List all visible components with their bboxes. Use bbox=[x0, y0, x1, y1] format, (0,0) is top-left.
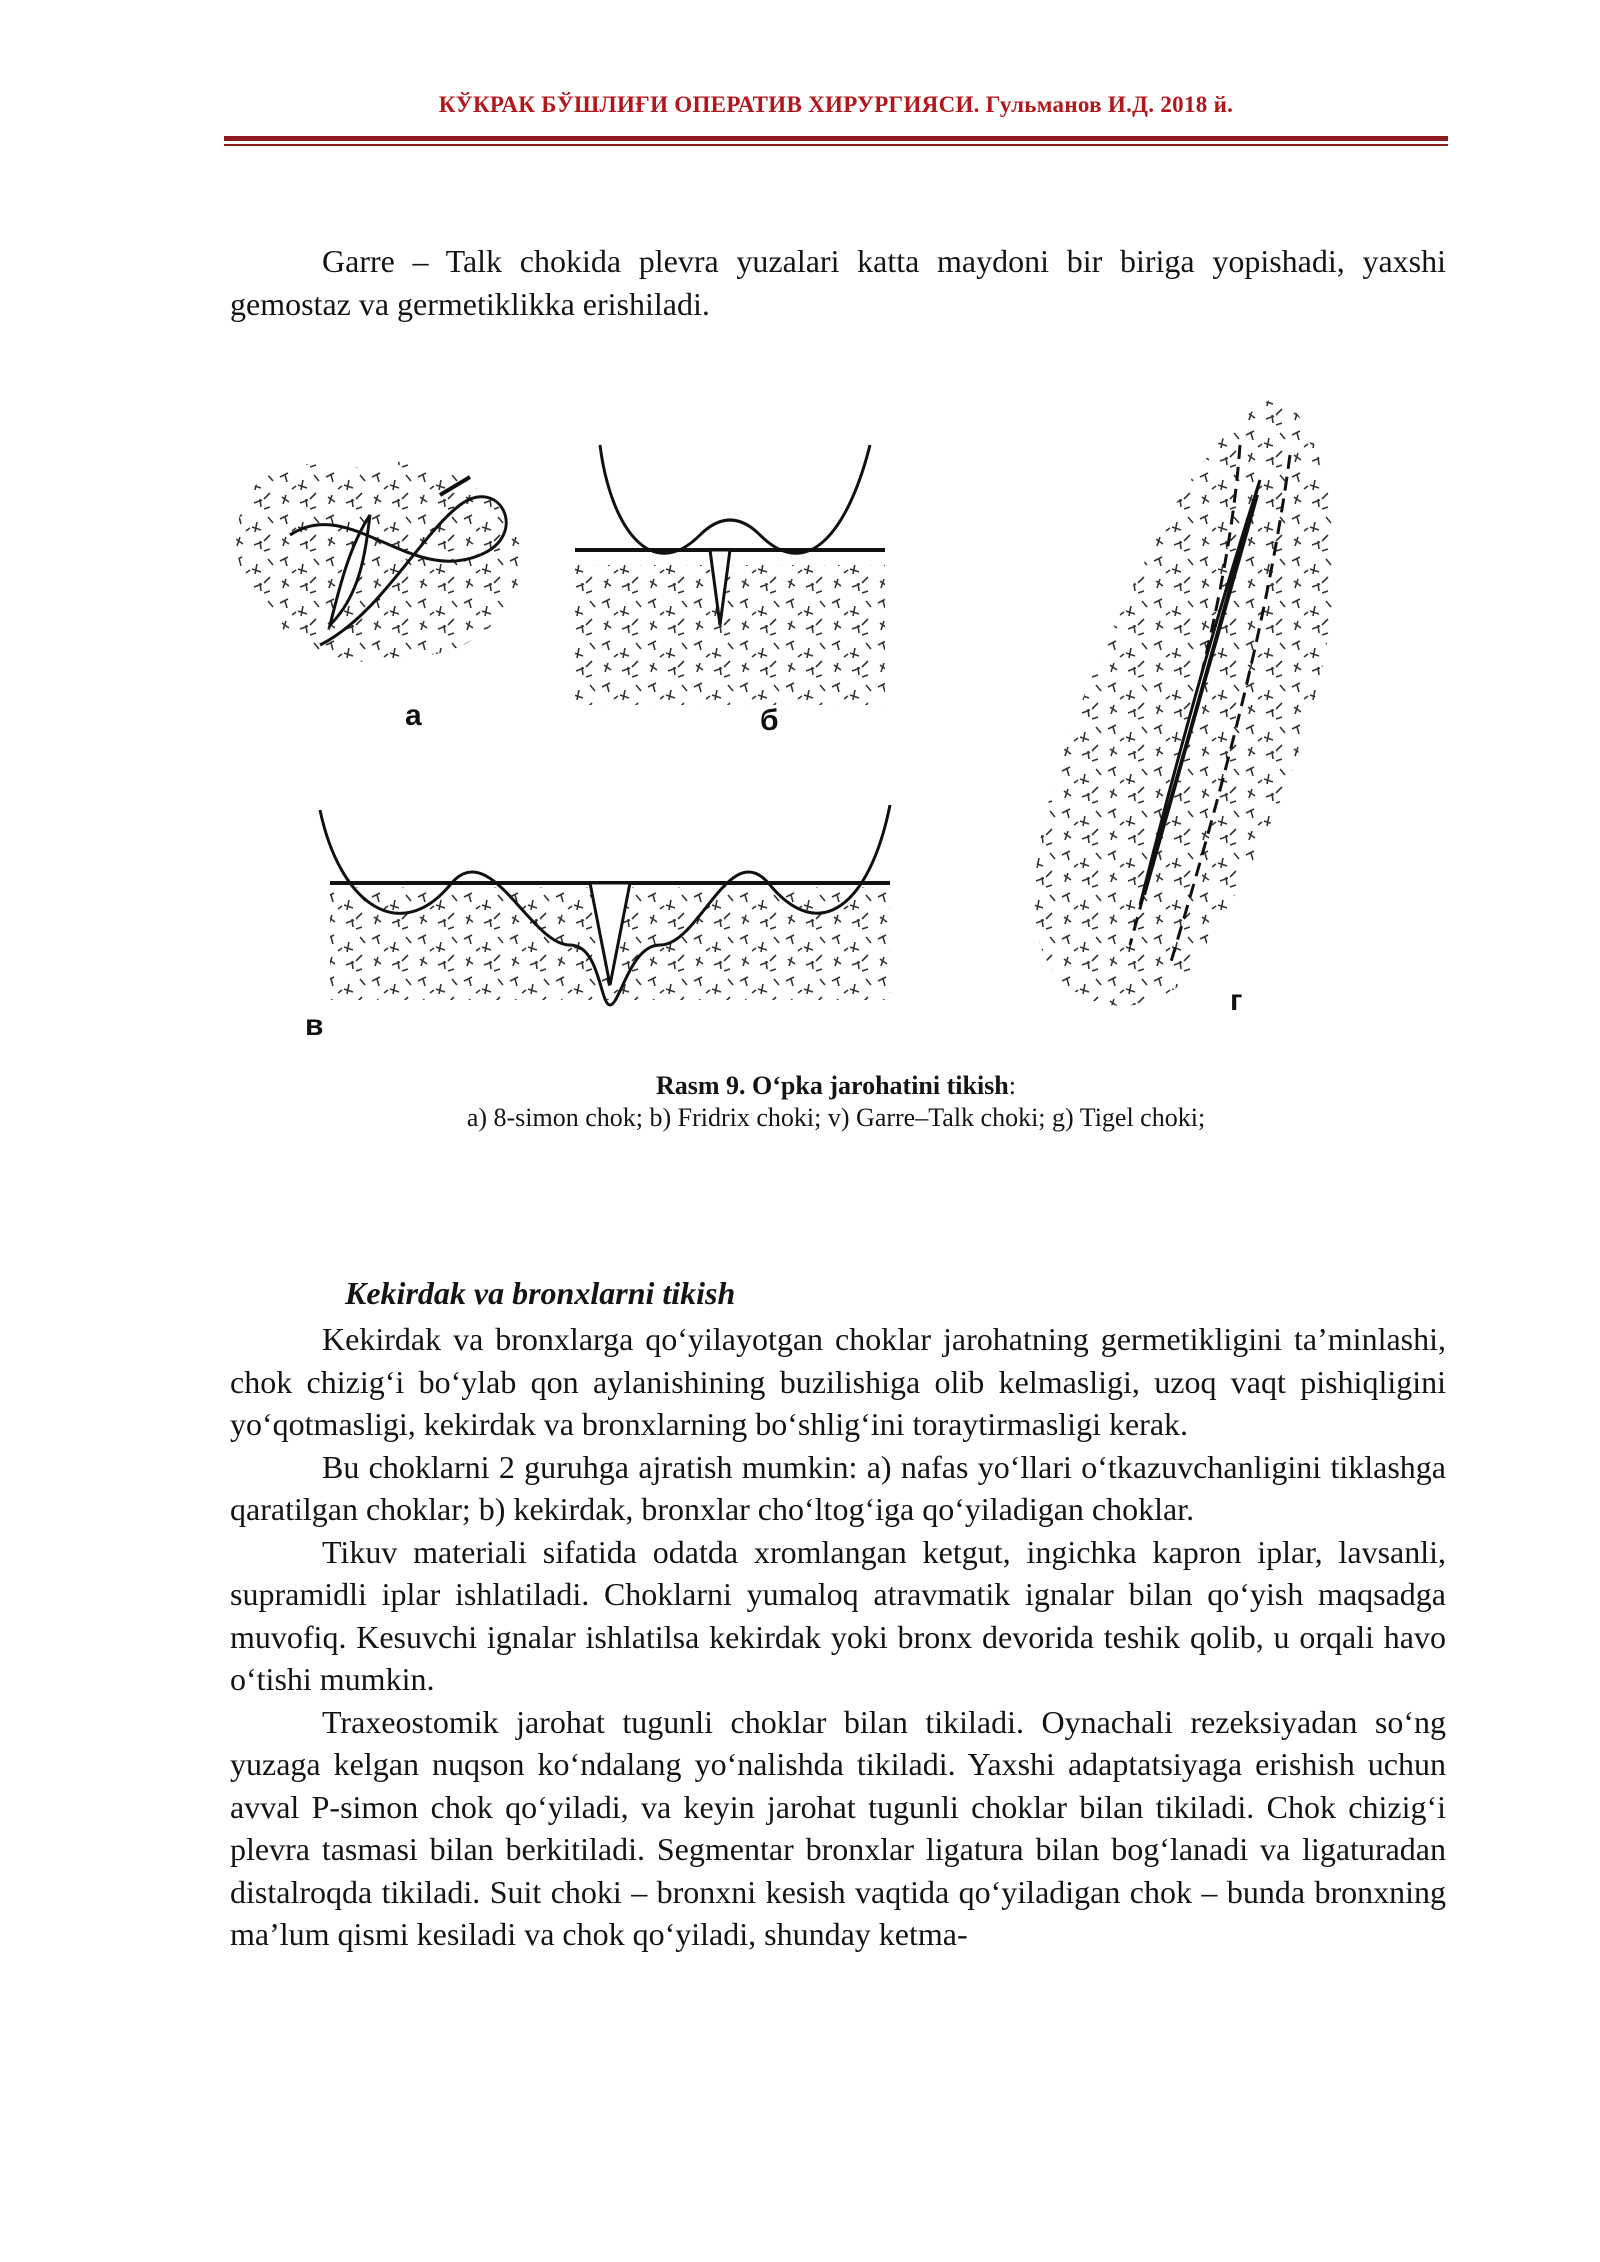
panel-v-label: в bbox=[305, 1009, 324, 1042]
caption-colon: : bbox=[1008, 1071, 1016, 1100]
section-body bbox=[230, 1318, 1446, 1956]
panel-b-fridrix-suture bbox=[575, 445, 885, 737]
section-paragraph: Bu choklarni 2 guruhga ajratish mumkin: a) nafas yo‘llari o‘tkazuvchanligini tiklashga qaratilgan choklar; b) kekirdak, bronxlar cho‘ltog‘iga qo‘yiladigan choklar. bbox=[230, 1448, 1446, 1527]
section-paragraph: Kekirdak va bronxlarga qo‘yilayotgan choklar jarohatning germetikligini ta’minlashi, chok chizig‘i bo‘ylab qon aylanishining buzilishiga olib kelmasligi, uzoq vaqt pishiqligini yo‘qotmasligi, kekirdak va bronxlarning bo‘shlig‘ini toraytirmasligi kerak. bbox=[230, 1321, 1446, 1442]
header-rule-thick bbox=[224, 136, 1448, 141]
section-title: Kekirdak va bronxlarni tikish bbox=[345, 1275, 736, 1311]
caption-text: a) 8-simon chok; b) Fridrix choki; v) Garre–Talk choki; g) Tigel choki; bbox=[466, 1103, 1206, 1132]
section-paragraph: Tikuv materiali sifatida odatda xromlangan ketgut, ingichka kapron iplar, lavsanli, supramidli iplar ishlatiladi. Choklarni yumaloq atravmatik ignalar bilan qo‘yish maqsadga muvofiq. Kesuvchi ignalar ishlatilsa kekirdak yoki bronx devorida teshik qolib, u orqali havo o‘tishi mumkin. bbox=[230, 1533, 1446, 1697]
section-paragraph: Traxeostomik jarohat tugunli choklar bilan tikiladi. Oynachali rezeksiyadan so‘ng yuzaga kelgan nuqson ko‘ndalang yo‘nalishda tikiladi. Yaxshi adaptatsiyaga erishish uchun avval P-simon chok qo‘yiladi, va keyin jarohat tugunli choklar bilan tikiladi. Chok chizig‘i plevra tasmasi bilan berkitiladi. Segmentar bronxlar ligatura bilan bog‘lanadi va ligaturadan distalroqda tikiladi. Suit choki – bronxni kesish vaqtida qo‘yiladigan chok – bunda bronxning ma’lum qismi kesiladi va chok qo‘yiladi, shunday ketma- bbox=[230, 1703, 1446, 1952]
lung-suture-figure bbox=[230, 385, 1450, 1055]
header-rule-thin bbox=[224, 144, 1448, 146]
panel-b-label: б bbox=[760, 704, 779, 737]
panel-g-label: г bbox=[1230, 984, 1243, 1017]
intro-text bbox=[230, 240, 1446, 325]
panel-a-label: а bbox=[405, 699, 422, 732]
panel-a-figure-eight-suture bbox=[236, 462, 522, 732]
intro-paragraph: Garre – Talk chokida plevra yuzalari katta maydoni bir biriga yopishadi, yaxshi gemostaz va germetiklikka erishiladi. bbox=[230, 243, 1446, 322]
panel-g-tigel-suture bbox=[1035, 395, 1334, 1017]
caption-title: Rasm 9. O‘pka jarohatini tikish bbox=[656, 1071, 1009, 1100]
panel-v-garre-talk-suture bbox=[305, 805, 890, 1042]
figure-caption bbox=[224, 1070, 1448, 1134]
running-header: КЎКРАК БЎШЛИҒИ ОПЕРАТИВ ХИРУРГИЯСИ. Гульманов И.Д. 2018 й. bbox=[438, 92, 1234, 117]
